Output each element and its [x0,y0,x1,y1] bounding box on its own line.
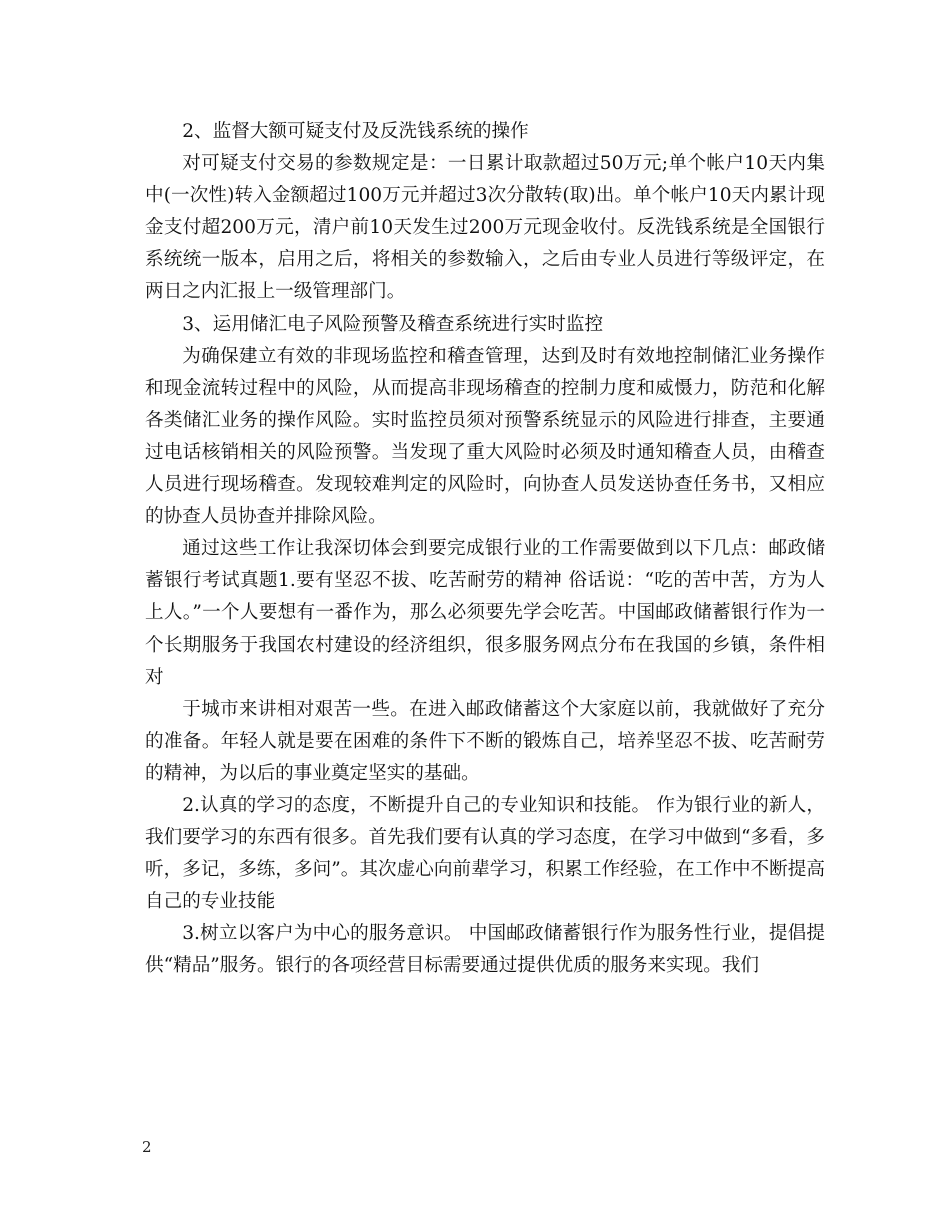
paragraph-customer-service: 3.树立以客户为中心的服务意识。 中国邮政储蓄银行作为服务性行业，提倡提供“精品”服务。银行的各项经营目标需要通过提供优质的服务来实现。我们 [145,923,825,977]
heading-risk-warning-system: 3、运用储汇电子风险预警及稽查系统进行实时监控 [182,313,604,335]
document-body [145,116,825,983]
heading-aml-monitoring: 2、监督大额可疑支付及反洗钱系统的操作 [182,121,529,142]
paragraph-lessons-hard-work: 通过这些工作让我深切体会到要完成银行业的工作需要做到以下几点：邮政储蓄银行考试真题1.要有坚忍不拔、吃苦耐劳的精神 俗话说：“吃的苦中苦，方为人上人。”一个人要想有一番作为，那么必须要先学会吃苦。中国邮政储蓄银行作为一个长期服务于我国农村建设的经济组织，很多服务网点分布在我国的乡镇，条件相对 [145,538,825,688]
paragraph-preparation: 于城市来讲相对艰苦一些。在进入邮政储蓄这个大家庭以前，我就做好了充分的准备。年轻人就是要在困难的条件下不断的锻炼自己，培养坚忍不拔、吃苦耐劳的精神，为以后的事业奠定坚实的基础。 [145,698,825,784]
paragraph-suspicious-payment-rules: 对可疑支付交易的参数规定是：一日累计取款超过50万元;单个帐户10天内集中(一次性)转入金额超过100万元并超过3次分散转(取)出。单个帐户10天内累计现金支付超200万元，清户前10天发生过200万元现金收付。反洗钱系统是全国银行系统统一版本，启用之后，将相关的参数输入，之后由专业人员进行等级评定，在两日之内汇报上一级管理部门。 [145,153,825,303]
page-number: 2 [142,1138,152,1156]
paragraph-realtime-monitoring: 为确保建立有效的非现场监控和稽查管理，达到及时有效地控制储汇业务操作和现金流转过程中的风险，从而提高非现场稽查的控制力度和威慑力，防范和化解各类储汇业务的操作风险。实时监控员须对预警系统显示的风险进行排查，主要通过电话核销相关的风险预警。当发现了重大风险时必须及时通知稽查人员，由稽查人员进行现场稽查。发现较难判定的风险时，向协查人员发送协查任务书，又相应的协查人员协查并排除风险。 [145,345,825,528]
paragraph-learning-attitude: 2.认真的学习的态度，不断提升自己的专业知识和技能。 作为银行业的新人，我们要学习的东西有很多。首先我们要有认真的学习态度，在学习中做到“多看，多听，多记，多练，多问”。其次虚心向前辈学习，积累工作经验，在工作中不断提高自己的专业技能 [145,794,825,913]
